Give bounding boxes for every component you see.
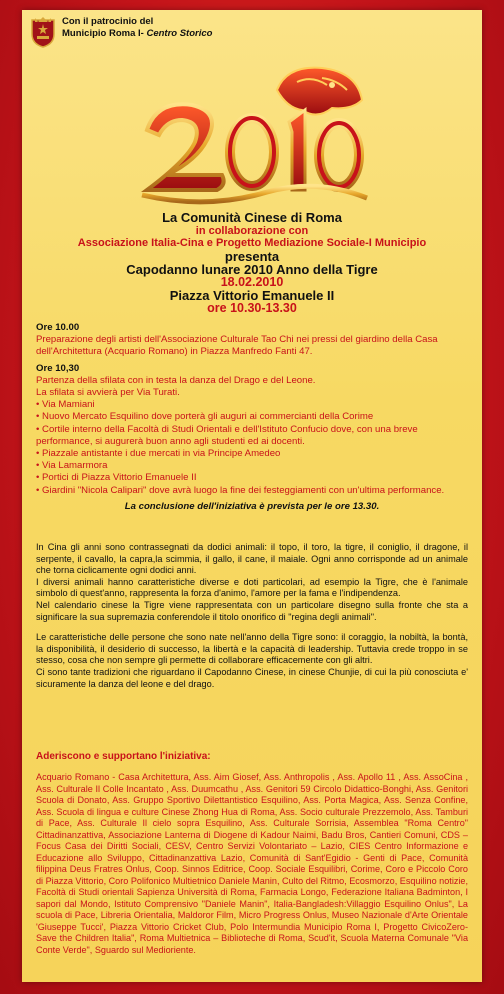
program-conclusion: La conclusione dell'iniziativa è prevista per le ore 13.30.: [124, 500, 380, 512]
heading-collaboration: in collaborazione con: [195, 225, 309, 237]
route-item: • Portici di Piazza Vittorio Emanuele II: [36, 472, 197, 484]
zodiac-paragraph-1a: In Cina gli anni sono contrassegnati da dodici animali: il topo, il toro, la tigre, il coniglio, il dragone, il serpente, il cavallo, la capra,la scimmia, il gallo, il cane, il maiale. Ogni anno corrisponde ad un animale che torna ciclicamente ogni dodici anni.: [36, 542, 468, 576]
program-section: [36, 322, 468, 513]
route-item: • Giardini "Nicola Calipari" dove avrà luogo la fine dei festeggiamenti con un'ultima performance.: [36, 484, 445, 496]
zodiac-section: [36, 542, 468, 690]
heading-time: ore 10.30-13.30: [207, 301, 297, 315]
rome-crest-icon: [30, 16, 56, 48]
program-text-2b: La sfilata si avvierà per Via Turati.: [36, 387, 180, 399]
poster-sheet: [22, 10, 482, 982]
supporters-heading: [36, 751, 468, 763]
zodiac-paragraph-2a: Le caratteristiche delle persone che sono nate nell'anno della Tigre sono: il coraggio, la nobiltà, la bontà, la disponibilità, il desiderio di successo, la libertà e la capacità di leadership. Tuttavia crede troppo in se stesso, cosa che non sempre gli permette di collaborare efficacemente con gli altri.: [36, 632, 468, 666]
program-text-2a: Partenza della sfilata con in testa la danza del Drago e del Leone.: [36, 374, 316, 386]
route-item: • Piazzale antistante i due mercati in via Principe Amedeo: [36, 448, 281, 460]
supporters-title: Aderiscono e supportano l'iniziativa:: [36, 751, 211, 762]
heading-date: 18.02.2010: [220, 275, 284, 289]
heading-presenta: presenta: [224, 249, 280, 264]
heading-association: Associazione Italia-Cina e Progetto Mediazione Sociale-I Municipio: [77, 237, 427, 249]
route-item: • Nuovo Mercato Esquilino dove porterà gli auguri ai commercianti della Corime: [36, 411, 374, 423]
program-time-2: Ore 10,30: [36, 362, 80, 374]
zodiac-paragraph-2b: Ci sono tante tradizioni che riguardano il Capodanno Cinese, in cinese Chunjie, di cui la più conosciuta e' sicuramente la danza del leone e del drago.: [36, 666, 468, 689]
patronage-line2: Municipio Roma I-: [62, 28, 144, 39]
route-item: • Cortile interno della Facoltà di Studi Orientali e dell'Istituto Confucio dove, con una breve performance, si augurerà buon anno agli studenti ed ai docenti.: [36, 423, 418, 447]
heading-capodanno: Capodanno lunare 2010 Anno della Tigre: [126, 262, 378, 277]
patronage-block: [30, 16, 212, 48]
route-item: • Via Mamiani: [36, 399, 95, 411]
tiger-2010-logo: [127, 60, 377, 210]
program-text-1: Preparazione degli artisti dell'Associazione Culturale Tao Chi nei pressi del giardino della Casa dell'Architettura (Acquario Romano) in Piazza Manfredo Fanti 47.: [36, 334, 438, 358]
route-item: • Via Lamarmora: [36, 460, 108, 472]
supporters-text: Acquario Romano - Casa Architettura, Ass. Aim Giosef, Ass. Anthropolis , Ass. Apollo 11 , Ass. AssoCina , Ass. Culturale Il Colle Incantato , Ass. Duumcathu , Ass. Genitori 59 Circolo Didattico-Bonghi, Ass. Genitori Scuola di Donato, Ass. Gruppo Sportivo Dilettantistico Esquilino, Ass. Porta Magica, Ass. Senza Confine, Ass. Scuola di lingua e culture Cinese Zhong Hua di Roma, Ass. Socio culturale Prezzemolo, Ass. Tamburi di Pace, Ass. Culturale Il cielo sopra Esquilino, Ass. Culturale Sorrisia, Assemblea "Roma Centro" Cittadinanzattiva, Associazione Lanterna di Diogene di Kadour Naimi, Badu Bros, Cantieri Comuni, CDS – Focus Casa dei Diritti Sociali, CESV, Centro Servizi Volontariato – Lazio, CIES Centro Informazione e Educazione allo Sviluppo, Cittadinanzattiva Lazio, Comunità di Sant'Egidio - Genti di Pace, Comunità filippina Deus Fratres Onlus, Coop. Sinnos Editrice, Coop. Sociale Esquilibri, Corime, Coro e Piccolo Coro di Piazza Vittorio, Coro Polifonico Multietnico Daniele Manin, Culto del Ritmo, Ecosmorzo, Esquilino notizie, Facoltà di Studi orientali Sapienza Università di Roma, Farmacia Longo, Federazione Italiana Badminton, I sapori dal Mondo, Istituto Comprensivo "Daniele Manin", Italia-Bangladesh:Villaggio Esquilino Onlus", La scuola di Pace, Libreria Orientalia, Maldoror Film, Micro Progress Onlus, Museo Nazionale d'Arte Orientale 'Giuseppe Tucci', Piazza Vittorio Cricket Club, Polo Intermundia Municipio Roma I, Progetto CivicoZero- Save the Children Italia", Roma Multietnica – Biblioteche di Roma, Scud'it, Scuola Materna Comunale "Via Conte Verde", Sguardo sul Medioriente.: [36, 772, 468, 955]
patronage-line1: Con il patrocinio del: [62, 16, 154, 27]
program-time-1: Ore 10.00: [36, 322, 80, 333]
zodiac-paragraph-1b: I diversi animali hanno caratteristiche diverse e doti particolari, ad esempio la Tigre, che è l'animale simbolo di quest'anno, rappresenta la forza d'animo, l'amore per la fama e l'indipendenza.: [36, 576, 468, 599]
patronage-line2-italic: Centro Storico: [143, 28, 213, 39]
supporters-list: [36, 772, 468, 956]
zodiac-paragraph-1c: Nel calendario cinese la Tigre viene rappresentata con un particolare disegno sulla fronte che sta a significare la sua supremazia conferendole il titolo onorifico di "regina degli animali".: [36, 599, 468, 622]
heading-place: Piazza Vittorio Emanuele II: [169, 288, 335, 303]
heading-community: La Comunità Cinese di Roma: [162, 210, 342, 225]
